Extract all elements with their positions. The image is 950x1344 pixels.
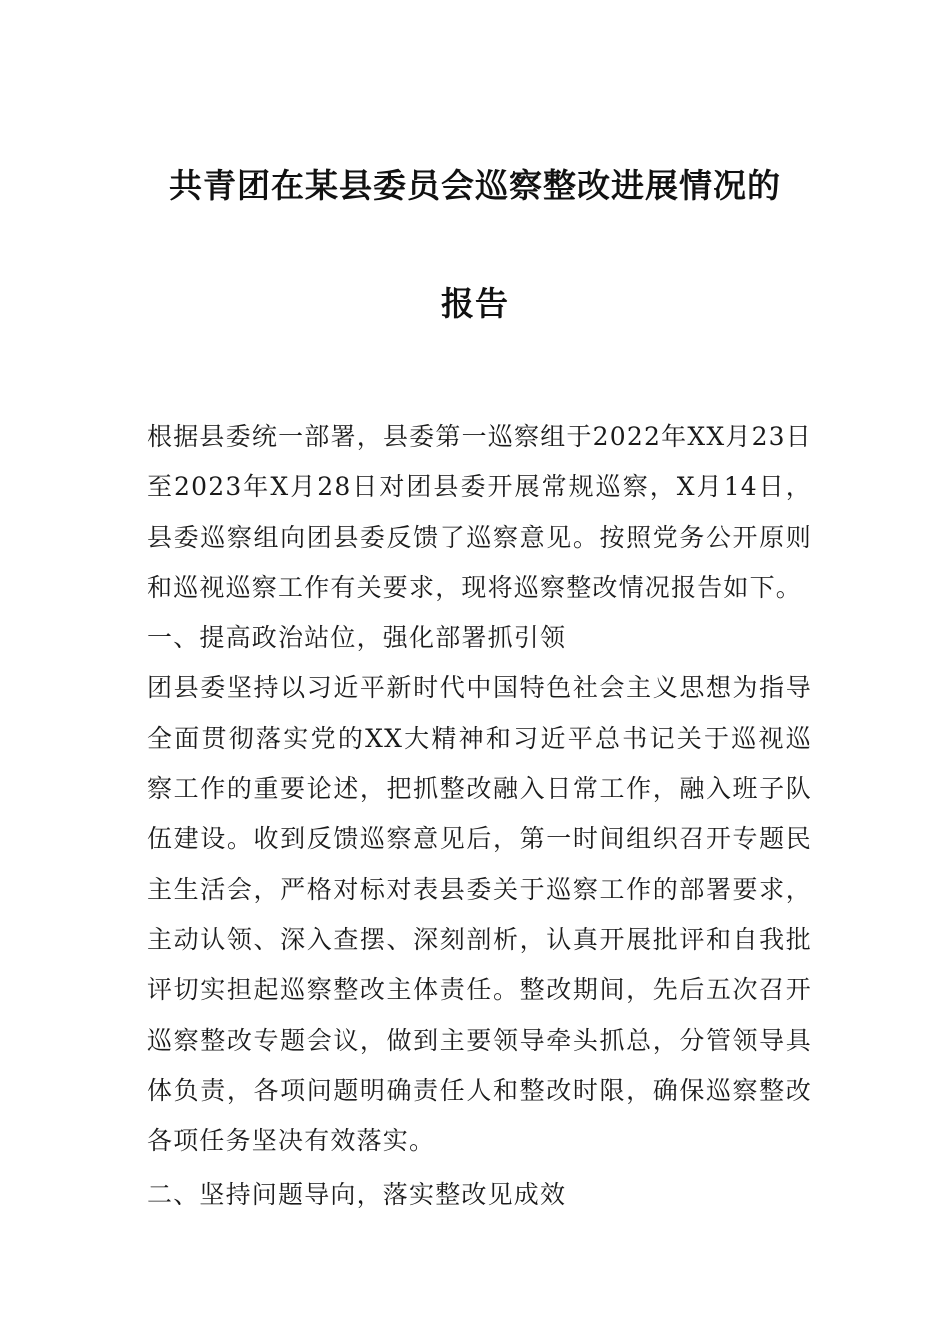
document-body — [147, 412, 812, 1221]
document-title-line-2: 报告 — [441, 284, 509, 323]
intro-paragraph: 根据县委统一部署，县委第一巡察组于2022年XX月23日至2023年X月28日对团县委开展常规巡察，X月14日，县委巡察组向团县委反馈了巡察意见。按照党务公开原则和巡视巡察工作有关要求，现将巡察整改情况报告如下。 — [147, 422, 812, 602]
section-1-paragraph: 团县委坚持以习近平新时代中国特色社会主义思想为指导全面贯彻落实党的XX大精神和习近平总书记关于巡视巡察工作的重要论述，把抓整改融入日常工作，融入班子队伍建设。收到反馈巡察意见后，第一时间组织召开专题民主生活会，严格对标对表县委关于巡察工作的部署要求，主动认领、深入查摆、深刻剖析，认真开展批评和自我批评切实担起巡察整改主体责任。整改期间，先后五次召开巡察整改专题会议，做到主要领导牵头抓总，分管领导具体负责，各项问题明确责任人和整改时限，确保巡察整改各项任务坚决有效落实。 — [147, 673, 812, 1156]
section-heading-2: 二、坚持问题导向，落实整改见成效 — [147, 1180, 567, 1210]
document-title-line-1: 共青团在某县委员会巡察整改进展情况的 — [169, 166, 781, 205]
section-heading-1: 一、提高政治站位，强化部署抓引领 — [147, 623, 567, 653]
